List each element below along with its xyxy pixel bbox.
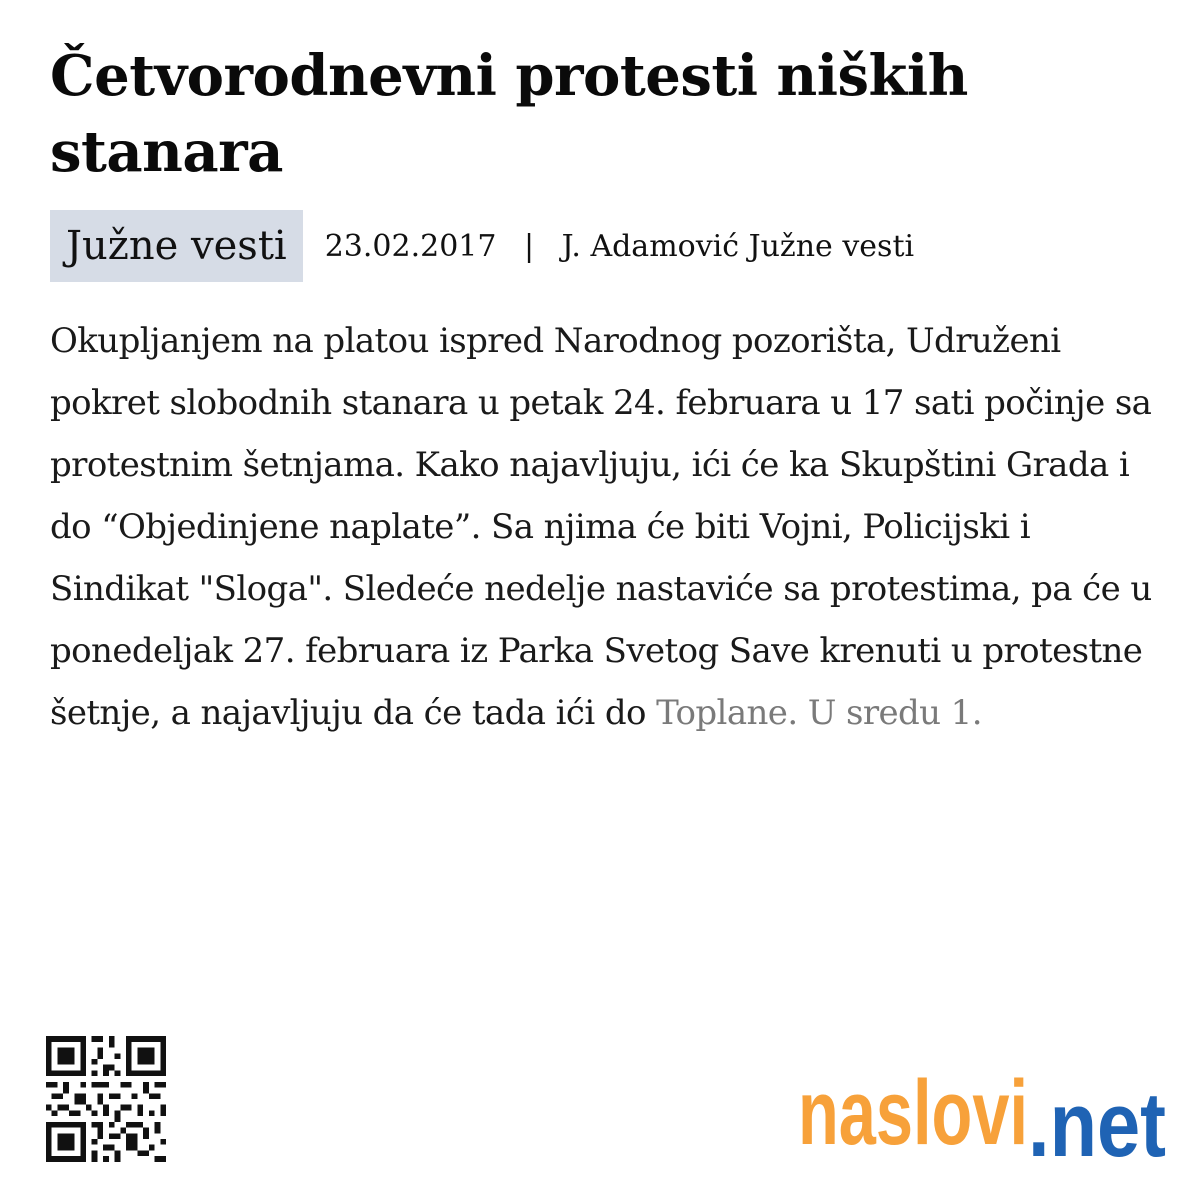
qr-code-icon[interactable] <box>46 1036 166 1162</box>
article-author: J. Adamović Južne vesti <box>561 228 915 264</box>
article <box>50 38 1170 744</box>
article-meta <box>50 210 1170 282</box>
article-date: 23.02.2017 <box>324 228 497 264</box>
meta-info <box>325 229 914 264</box>
article-body-text: Okupljanjem na platou ispred Narodnog pozorišta, Udruženi pokret slobodnih stanara u petak 24. februara u 17 sati počinje sa protestnim šetnjama. Kako najavljuju, ići će ka Skupštini Grada i do “Objedinjene naplate”. Sa njima će biti Vojni, Policijski i Sindikat "Sloga". Sledeće nedelje nastaviće sa protestima, pa će u ponedeljak 27. februara iz Parka Svetog Save krenuti u protestne šetnje, a najavljuju da će tada ići do <box>50 321 1152 733</box>
logo-graphic <box>798 1058 1170 1168</box>
logo-text-main: naslovi <box>798 1062 1028 1164</box>
meta-separator: | <box>524 228 535 264</box>
article-body <box>50 310 1165 744</box>
logo-text-tld: .net <box>1028 1074 1166 1168</box>
naslovi-logo[interactable] <box>798 1058 1170 1168</box>
qr-code-graphic <box>46 1036 166 1162</box>
source-badge[interactable]: Južne vesti <box>50 210 303 282</box>
article-title: Četvorodnevni protesti niških stanara <box>50 43 968 185</box>
article-body-faded: Toplane. U sredu 1. <box>656 693 982 733</box>
